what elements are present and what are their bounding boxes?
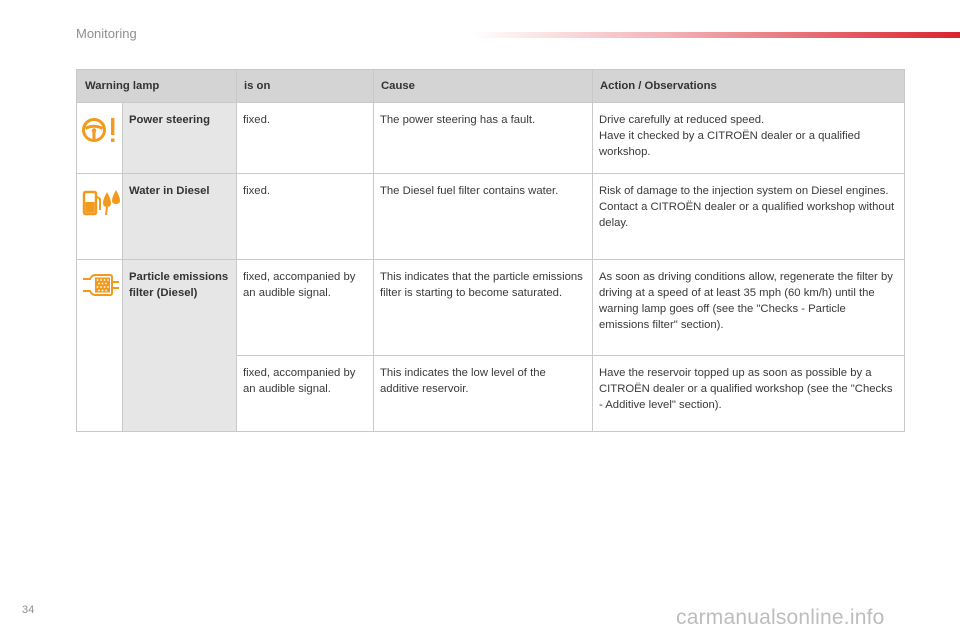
table-row (77, 260, 905, 356)
water-in-diesel-icon (81, 186, 121, 218)
column-header-cause: Cause (374, 70, 593, 103)
cause-cell: This indicates the low level of the additive reservoir. (374, 356, 593, 432)
is-on-cell: fixed. (237, 174, 374, 260)
power-steering-icon (81, 115, 119, 145)
action-cell (593, 356, 905, 432)
action-line: Have the reservoir topped up as soon as possible by a CITROËN dealer or a qualified workshop (see the "Checks - Additive level" section). (599, 367, 893, 411)
cause-cell: The power steering has a fault. (374, 103, 593, 174)
action-line: As soon as driving conditions allow, regenerate the filter by driving at a speed of at least 35 mph (60 km/h) until the warning lamp goes off (see the "Checks - Particle emissions filter" section). (599, 271, 893, 331)
page-header-title: Monitoring (76, 26, 137, 41)
table-row (77, 174, 905, 260)
header-accent-bar (470, 32, 960, 38)
icon-cell (77, 103, 123, 174)
page-number: 34 (22, 604, 35, 616)
watermark-text: carmanualsonline.info (676, 606, 885, 629)
column-header-warning-lamp: Warning lamp (77, 70, 237, 103)
lamp-name: Water in Diesel (123, 174, 237, 260)
action-line: Contact a CITROËN dealer or a qualified workshop without delay. (599, 201, 895, 229)
icon-cell (77, 174, 123, 260)
lamp-name: Particle emissions filter (Diesel) (123, 260, 237, 432)
action-cell (593, 174, 905, 260)
is-on-cell: fixed, accompanied by an audible signal. (237, 260, 374, 356)
cause-cell: This indicates that the particle emissions filter is starting to become saturated. (374, 260, 593, 356)
table-row (77, 103, 905, 174)
action-line: Have it checked by a CITROËN dealer or a qualified workshop. (599, 130, 861, 158)
particle-filter-icon (81, 272, 121, 298)
column-header-action: Action / Observations (593, 70, 905, 103)
is-on-cell: fixed, accompanied by an audible signal. (237, 356, 374, 432)
warning-lamp-table (76, 69, 905, 432)
is-on-cell: fixed. (237, 103, 374, 174)
action-line: Risk of damage to the injection system on Diesel engines. (599, 185, 889, 197)
icon-cell (77, 260, 123, 432)
action-cell (593, 260, 905, 356)
lamp-name: Power steering (123, 103, 237, 174)
action-line: Drive carefully at reduced speed. (599, 114, 765, 126)
action-cell (593, 103, 905, 174)
table-header-row (77, 70, 905, 103)
cause-cell: The Diesel fuel filter contains water. (374, 174, 593, 260)
column-header-is-on: is on (237, 70, 374, 103)
